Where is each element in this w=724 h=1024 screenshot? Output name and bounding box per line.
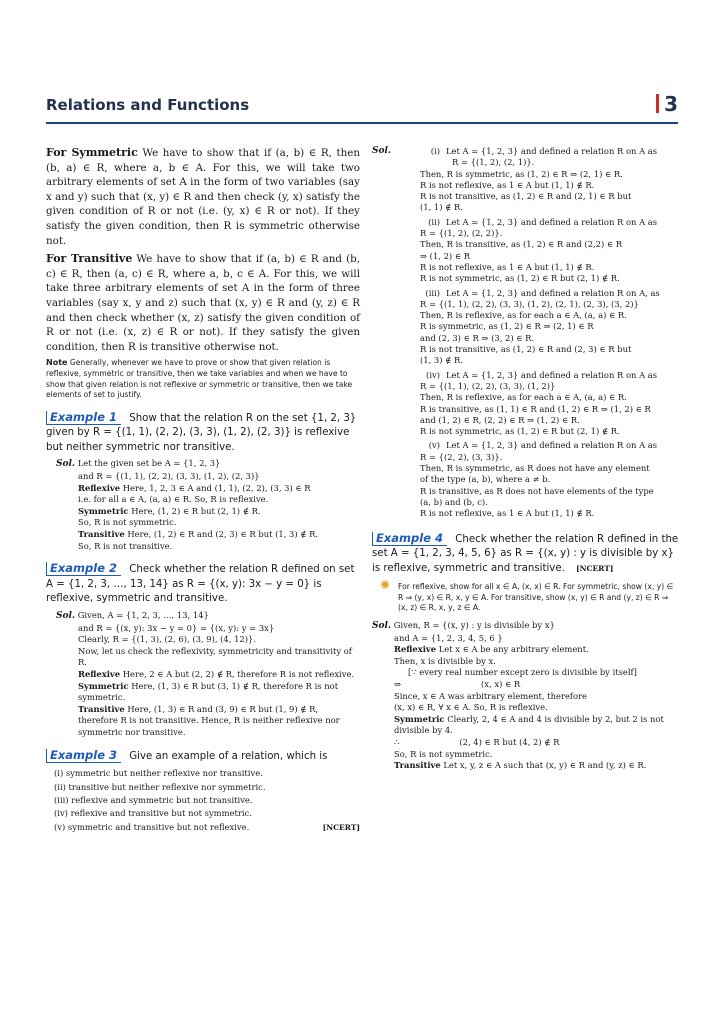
solution-line: Since, x ∈ A was arbitrary element, therefore	[394, 690, 588, 701]
solution-line: Here, (1, 2) ∈ R but (2, 1) ∉ R.	[131, 505, 261, 516]
example-2	[46, 562, 360, 607]
solution-line: R is not transitive, as (1, 2) ∈ R and (2, 3) ∈ R but	[420, 344, 632, 355]
sol-label: Sol.	[372, 146, 392, 156]
page-number: 3	[656, 92, 678, 116]
solution-line: (1, 1) ∉ R.	[420, 202, 464, 213]
hint-text: For reflexive, show for all x ∈ A, (x, x) ∈ R. For symmetric, show (x, y) ∈ R ⇒ (y, x) ∈ R, x, y ∈ A. For transitive, show (x, y) ∈ R and (y, z) ∈ R ⇒ (x, z) ∈ R, x, y, z ∈ A.	[398, 582, 674, 613]
case-number: (iii)	[425, 287, 440, 298]
reflexive-label: Reflexive	[78, 482, 121, 493]
sol-label: Sol.	[56, 459, 76, 470]
solution-line: R is not symmetric, as (1, 2) ∈ R but (2, 1) ∉ R.	[420, 273, 620, 284]
example-1-solution	[46, 458, 360, 552]
transitive-label: Transitive	[78, 703, 125, 714]
solution-line: (1, 3) ∉ R.	[420, 355, 464, 366]
solution-line: Given, R = {(x, y) : y is divisible by x}	[393, 620, 555, 631]
symmetric-label: Symmetric	[78, 680, 129, 691]
note-lead: Note	[46, 358, 68, 368]
lightbulb-icon: ✺	[380, 578, 391, 593]
chapter-title: Relations and Functions	[46, 96, 250, 114]
symmetric-paragraph	[46, 146, 360, 248]
solution-line: So, R is not symmetric.	[394, 748, 493, 759]
example-2-solution	[46, 610, 360, 739]
sol-label: Sol.	[372, 621, 392, 632]
solution-line: Now, let us check the reflexivity, symmetricity and transitivity of R.	[78, 645, 352, 668]
example-4-question: Check whether the relation R defined in the set A = {1, 2, 3, 4, 5, 6} as R = {(x, y) : y is divisible by x} is reflexive, symmetric and transitive.	[372, 533, 679, 574]
solution-line: R is not symmetric, as (1, 2) ∈ R but (2, 1) ∉ R.	[420, 426, 620, 437]
solution-line: Then, R is symmetric, as (1, 2) ∈ R ⇒ (2, 1) ∈ R.	[420, 168, 623, 179]
solution-line: R is not transitive, as (1, 2) ∈ R and (2, 1) ∈ R but	[420, 191, 632, 202]
example-3	[46, 749, 360, 765]
example-3-badge: Example 3	[46, 749, 121, 763]
case-number: (i)	[430, 146, 440, 156]
right-column	[372, 146, 680, 782]
example-1	[46, 411, 360, 456]
note-text: Generally, whenever we have to prove or show that given relation is reflexive, symmetric or transitive, then we take variables and when we have to show that given relation is not reflexive or symmetric or transitive, then we take elements of set to justify.	[46, 358, 353, 400]
solution-line: Here, (1, 3) ∈ R but (3, 1) ∉ R, therefore R is not symmetric.	[78, 680, 339, 703]
reflexive-label: Reflexive	[78, 668, 121, 679]
solution-line: Here, (1, 3) ∈ R and (3, 9) ∈ R but (1, 9) ∉ R, therefore R is not transitive. Hence, R is neither reflexive nor symmetric nor transitive.	[78, 703, 340, 737]
solution-line: R is transitive, as R does not have elements of the type	[420, 485, 654, 496]
solution-line: R is not reflexive, as 1 ∈ A but (1, 1) ∉ R.	[420, 261, 595, 272]
solution-line: Here, 2 ∈ A but (2, 2) ∉ R, therefore R is not reflexive.	[122, 668, 355, 679]
left-column	[46, 146, 360, 834]
solution-line: ⇒ (1, 2) ∈ R	[420, 250, 471, 261]
solution-line: Let A = {1, 2, 3} and defined a relation R on A as	[446, 440, 658, 451]
example-3-question: Give an example of a relation, which is	[129, 750, 328, 762]
symmetric-text: We have to show that if (a, b) ∈ R, then (b, a) ∈ R, where a, b ∈ A. For this, we will take two arbitrary elements of set A in the form of two variables (say x and y) such that (x, y) ∈ R and then check (y, x) satisfy the given condition of R or not (i.e. (y, x) ∈ R or not). If they satisfy the given condition, then R is symmetric otherwise not.	[46, 147, 360, 247]
solution-line: (a, b) and (b, c).	[420, 496, 488, 507]
solution-line: and R = {(x, y): 3x − y = 0} = {(x, y): y = 3x}	[78, 622, 275, 633]
solution-line: R is not reflexive, as 1 ∈ A but (1, 1) ∉ R.	[420, 179, 595, 190]
case-iv	[372, 370, 680, 438]
reflexive-label: Reflexive	[394, 644, 437, 655]
example-2-badge: Example 2	[46, 562, 121, 576]
solution-line: (2, 4) ∈ R but (4, 2) ∉ R	[459, 737, 560, 747]
hint-box	[372, 578, 680, 614]
sol-label: Sol.	[56, 611, 76, 621]
solution-line: R = {(1, 2), (2, 1)}.	[452, 157, 535, 168]
solution-line: Clearly, 2, 4 ∈ A and 4 is divisible by 2, but 2 is not divisible by 4.	[394, 713, 664, 736]
note-box	[46, 358, 360, 400]
solution-line: Let x ∈ A be any arbitrary element.	[438, 644, 589, 655]
transitive-text: We have to show that if (a, b) ∈ R and (b, c) ∈ R, then (a, c) ∈ R, where a, b, c ∈ A. For this, we will take three arbitrary elements of set A in the form of three variables (say x, y and z) such that (x, y) ∈ R and (y, z) ∈ R and then check whether (x, z) satisfy the given condition of R or not (i.e. (x, z) ∈ R or not). If they satisfy the given condition, then R is transitive otherwise not.	[46, 253, 360, 353]
list-item: (ii) transitive but neither reflexive nor symmetric.	[54, 781, 266, 792]
implies-symbol: ⇒	[394, 679, 402, 690]
solution-line: (x, x) ∈ R	[481, 679, 521, 690]
solution-line: Let the given set be A = {1, 2, 3}	[77, 458, 221, 469]
solution-line: and (2, 3) ∈ R ⇒ (3, 2) ∈ R.	[420, 332, 535, 343]
example-3-list	[54, 767, 360, 834]
solution-line: Then, R is reflexive, as for each a ∈ A, (a, a) ∈ R.	[420, 310, 627, 321]
solution-line: R = {(2, 2), (3, 3)}.	[420, 451, 503, 462]
solution-line: R is symmetric, as (1, 2) ∈ R ⇒ (2, 1) ∈ R	[420, 321, 594, 332]
symmetric-label: Symmetric	[394, 713, 445, 724]
page-header	[46, 92, 678, 124]
case-number: (iv)	[426, 369, 440, 380]
solution-line: Let x, y, z ∈ A such that (x, y) ∈ R and (y, z) ∈ R.	[443, 760, 647, 771]
transitive-label: Transitive	[394, 760, 441, 771]
solution-line: Let A = {1, 2, 3} and defined a relation R on A as	[446, 146, 658, 156]
solution-line: Let A = {1, 2, 3} and defined a relation R on A as	[446, 369, 658, 380]
solution-line: R is transitive, as (1, 1) ∈ R and (1, 2) ∈ R ⇒ (1, 2) ∈ R	[420, 403, 651, 414]
list-item: (iii) reflexive and symmetric but not transitive.	[54, 794, 253, 805]
case-number: (v)	[428, 440, 440, 451]
case-number: (ii)	[428, 216, 440, 227]
example-4-badge: Example 4	[372, 532, 447, 546]
solution-line: Let A = {1, 2, 3} and defined a relation R on A, as	[446, 287, 660, 298]
solution-line: (x, x) ∈ R, ∀ x ∈ A. So, R is reflexive.	[394, 702, 548, 713]
case-iii	[372, 288, 680, 367]
solution-line: Then, R is transitive, as (1, 2) ∈ R and (2,2) ∈ R	[420, 239, 623, 250]
list-item: (iv) reflexive and transitive but not symmetric.	[54, 808, 252, 819]
solution-line: and R = {(1, 1), (2, 2), (3, 3), (1, 2), (2, 3)}	[78, 471, 260, 482]
example-3-solution	[372, 146, 680, 520]
solution-line: Let A = {1, 2, 3} and defined a relation R on A as	[446, 216, 658, 227]
solution-line: R = {(1, 2), (2, 2)}.	[420, 228, 503, 239]
example-2-question: Check whether the relation R defined on set A = {1, 2, 3, …, 13, 14} as R = {(x, y): 3x − y = 0} is reflexive, symmetric and transitive.	[46, 564, 355, 605]
solution-line: Here, 1, 2, 3 ∈ A and (1, 1), (2, 2), (3, 3) ∈ R	[122, 482, 311, 493]
solution-line: Given, A = {1, 2, 3, …, 13, 14}	[77, 610, 209, 620]
ncert-tag: [NCERT]	[576, 563, 614, 573]
solution-line: Here, (1, 2) ∈ R and (2, 3) ∈ R but (1, 3) ∉ R.	[127, 529, 319, 540]
solution-line: R = {(1, 1), (2, 2), (3, 3), (1, 2)}	[420, 380, 556, 391]
transitive-lead: For Transitive	[46, 252, 133, 266]
solution-line: [∵ every real number except zero is divisible by itself]	[408, 667, 637, 678]
solution-line: Then, R is symmetric, as R does not have any element	[420, 463, 650, 474]
solution-line: and A = {1, 2, 3, 4, 5, 6 }	[394, 632, 503, 643]
transitive-paragraph	[46, 252, 360, 354]
case-i	[372, 146, 680, 214]
list-item: (v) symmetric and transitive but not reflexive.	[54, 821, 250, 832]
solution-line: and (1, 2) ∈ R, (2, 2) ∈ R ⇒ (1, 2) ∈ R.	[420, 414, 580, 425]
example-4	[372, 532, 680, 577]
symmetric-label: Symmetric	[78, 505, 129, 516]
solution-line: of the type (a, b), where a ≠ b.	[420, 474, 551, 485]
symmetric-lead: For Symmetric	[46, 146, 138, 159]
ncert-tag: [NCERT]	[322, 822, 360, 832]
example-1-question: Show that the relation R on the set {1, 2, 3} given by R = {(1, 1), (2, 2), (3, 3), (1, 2), (2, 3)} is reflexive but neither symmetric nor transitive.	[46, 412, 357, 453]
example-1-badge: Example 1	[46, 411, 121, 425]
solution-line: Then, R is reflexive, as for each a ∈ A, (a, a) ∈ R.	[420, 392, 627, 403]
case-v	[372, 440, 680, 519]
solution-line: So, R is not transitive.	[78, 540, 173, 551]
example-4-solution	[372, 620, 680, 772]
case-ii	[372, 217, 680, 285]
therefore-symbol: ∴	[394, 737, 400, 747]
solution-line: R is not reflexive, as 1 ∈ A but (1, 1) ∉ R.	[420, 508, 595, 519]
solution-line: i.e. for all a ∈ A, (a, a) ∈ R. So, R is reflexive.	[78, 494, 269, 505]
list-item: (i) symmetric but neither reflexive nor transitive.	[54, 768, 263, 779]
solution-line: Clearly, R = {(1, 3), (2, 6), (3, 9), (4, 12)}.	[78, 634, 256, 645]
solution-line: So, R is not symmetric.	[78, 517, 177, 528]
solution-line: R = {(1, 1), (2, 2), (3, 3), (1, 2), (2, 1), (2, 3), (3, 2)}	[420, 298, 639, 309]
solution-line: Then, x is divisible by x.	[394, 655, 496, 666]
transitive-label: Transitive	[78, 529, 125, 540]
